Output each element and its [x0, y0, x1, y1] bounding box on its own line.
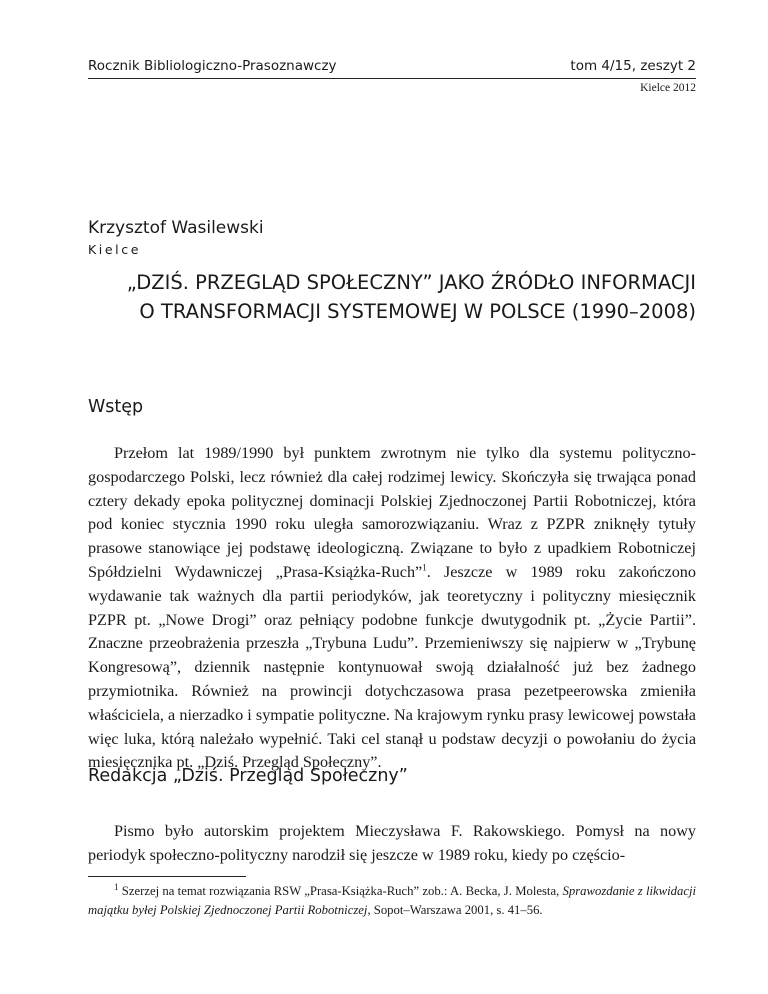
intro-paragraph [88, 442, 696, 775]
title-line-2: O TRANSFORMACJI SYSTEMOWEJ W POLSCE (1990–2008) [139, 300, 696, 323]
footnote-italic-title: Sprawozdanie z likwidacji majątku byłej Polskiej Zjednoczonej Partii Robotniczej [88, 884, 697, 917]
intro-text-part-a: Przełom lat 1989/1990 był punktem zwrotnym nie tylko dla systemu polityczno-gospodarczego Polski, lecz również dla całej rodzimej lewicy. Skończyła się trwająca ponad cztery dekady epoka politycznej dominacji Polskiej Zjednoczonej Partii Robotniczej, która pod koniec stycznia 1990 roku uległa samorozwiązaniu. Wraz z PZPR zniknęły tytuły prasowe stanowiące jej podstawę ideologiczną. Związane to było z upadkiem Robotniczej Spółdzielni Wydawniczej „Prasa-Książka-Ruch” [88, 444, 696, 581]
section-heading-redakcja: Redakcja „Dziś. Przegląd Społeczny” [88, 766, 408, 786]
footnote-rule [88, 876, 246, 877]
place-year: Kielce 2012 [640, 82, 696, 94]
redakcja-paragraph: Pismo było autorskim projektem Mieczysława F. Rakowskiego. Pomysł na nowy periodyk społeczno-polityczny narodził się jeszcze w 1989 roku, kiedy po częścio- [88, 822, 696, 864]
title-line-1: „DZIŚ. PRZEGLĄD SPOŁECZNY” JAKO ŹRÓDŁO INFORMACJI [126, 271, 696, 294]
footnote-text-b: , Sopot–Warszawa 2001, s. 41–56. [367, 902, 543, 917]
footnote [88, 882, 696, 919]
intro-text-part-b: . Jeszcze w 1989 roku zakończono wydawanie tak ważnych dla partii periodyków, jak teoretyczny i polityczny miesięcznik PZPR pt. „Nowe Drogi” oraz pełniący podobne funkcje dwutygodnik pt. „Życie Partii”. Znaczne przeobrażenia przeszła „Trybuna Ludu”. Przemieniwszy się najpierw w „Trybunę Kongresową”, dziennik następnie kontynuował swoją działalność już bez żadnego przymiotnika. Również na prowincji dotychczasowa prasa pezetpeerowska zmieniła właściciela, a nierzadko i sympatie polityczne. Na krajowym rynku prasy lewicowej powstała więc luka, którą należało wypełnić. Taki cel stanął u podstaw decyzji o powołaniu do życia miesięcznika pt. „Dziś. Przegląd Społeczny”. [88, 562, 696, 772]
author-name: Krzysztof Wasilewski [88, 218, 264, 238]
footnote-text-a: Szerzej na temat rozwiązania RSW „Prasa-Książka-Ruch” zob.: A. Becka, J. Molesta, [118, 884, 563, 898]
section-heading-intro: Wstęp [88, 397, 144, 417]
volume-info: tom 4/15, zeszyt 2 [570, 58, 696, 74]
journal-name: Rocznik Bibliologiczno-Prasoznawczy [88, 58, 337, 74]
footnote-number: 1 [114, 881, 119, 892]
author-affiliation: Kielce [88, 242, 141, 257]
header-rule [88, 78, 696, 79]
footnote-ref[interactable]: 1 [422, 562, 427, 573]
article-title [88, 268, 696, 326]
